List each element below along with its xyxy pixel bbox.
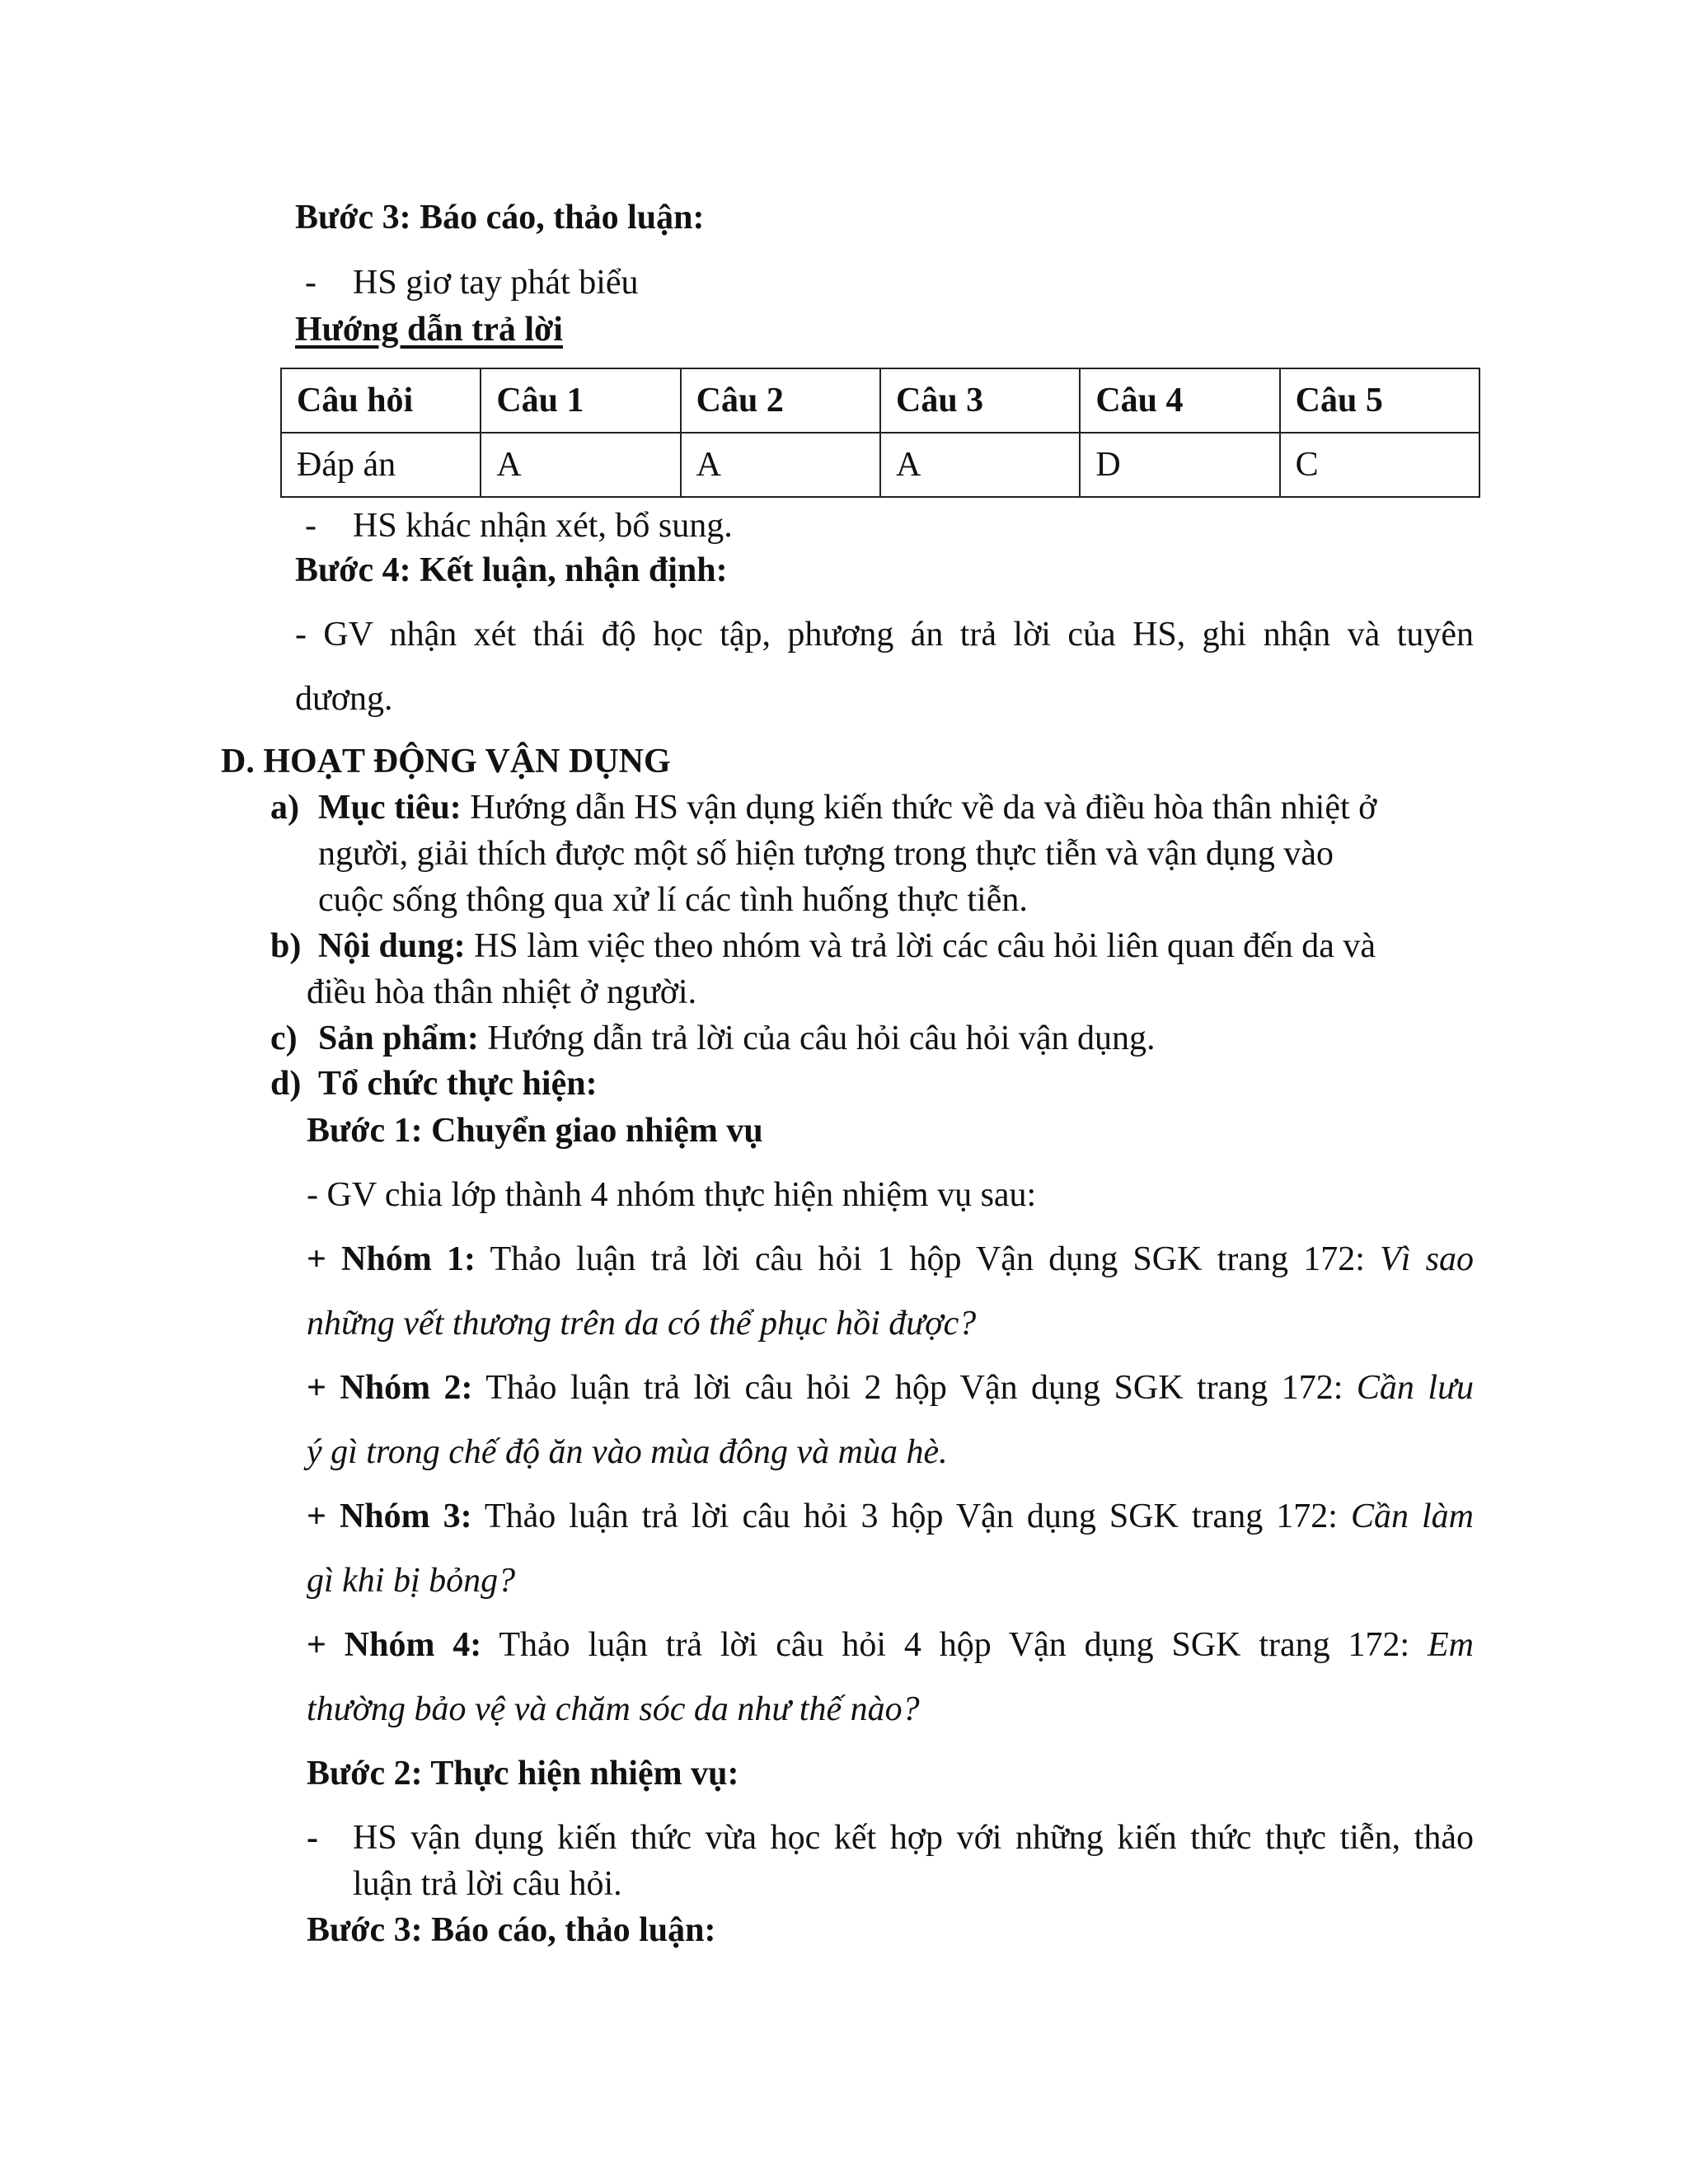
step2-text: HS vận dụng kiến thức vừa học kết hợp với những kiến thức thực tiễn, thảo xyxy=(353,1819,1474,1857)
list-marker: c) xyxy=(270,1019,298,1057)
group-3-line xyxy=(307,1497,1474,1536)
group-text: Thảo luận trả lời câu hỏi 4 hộp Vận dụng SGK trang 172: xyxy=(481,1626,1428,1664)
product-term: Sản phẩm: xyxy=(318,1019,479,1057)
bullet-dash: - xyxy=(305,264,316,302)
group-question: Em xyxy=(1427,1626,1474,1664)
step3-title: Bước 3: Báo cáo, thảo luận: xyxy=(295,199,705,237)
table-cell: A xyxy=(481,433,680,497)
table-header-row xyxy=(281,368,1479,433)
group-question-cont: thường bảo vệ và chăm sóc da như thế nào? xyxy=(307,1690,920,1728)
objective-term: Mục tiêu: xyxy=(318,789,462,827)
answer-table xyxy=(280,368,1480,498)
content-term: Nội dung: xyxy=(318,927,466,965)
group-question: Cần lưu xyxy=(1356,1369,1474,1407)
step1-intro: - GV chia lớp thành 4 nhóm thực hiện nhiệm vụ sau: xyxy=(307,1176,1037,1214)
organization-term: Tổ chức thực hiện: xyxy=(318,1065,598,1103)
bullet-text: HS giơ tay phát biểu xyxy=(353,264,639,302)
objective-line xyxy=(318,788,1376,827)
table-cell: A xyxy=(681,433,880,497)
product-text: Hướng dẫn trả lời của câu hỏi câu hỏi vận dụng. xyxy=(478,1019,1156,1057)
step4-text: - GV nhận xét thái độ học tập, phương án trả lời của HS, ghi nhận và tuyên xyxy=(295,616,1474,654)
table-cell: C xyxy=(1280,433,1479,497)
objective-text: Hướng dẫn HS vận dụng kiến thức về da và điều hòa thân nhiệt ở xyxy=(461,789,1377,827)
table-cell: Câu 4 xyxy=(1080,368,1279,433)
bullet-dash: - xyxy=(305,507,316,545)
group-4-line xyxy=(307,1625,1474,1665)
section-heading: D. HOẠT ĐỘNG VẬN DỤNG xyxy=(221,743,671,780)
objective-text-cont: cuộc sống thông qua xử lí các tình huống thực tiễn. xyxy=(318,881,1028,919)
step2-title: Bước 2: Thực hiện nhiệm vụ: xyxy=(307,1755,739,1793)
group-label: + Nhóm 4: xyxy=(307,1626,482,1664)
group-question-cont: gì khi bị bỏng? xyxy=(307,1562,516,1600)
list-marker: a) xyxy=(270,789,299,827)
list-marker: b) xyxy=(270,927,302,965)
table-cell: Câu 2 xyxy=(681,368,880,433)
group-1-line xyxy=(307,1240,1474,1279)
bullet-text: HS khác nhận xét, bổ sung. xyxy=(353,507,733,545)
table-cell: D xyxy=(1080,433,1279,497)
group-text: Thảo luận trả lời câu hỏi 2 hộp Vận dụng SGK trang 172: xyxy=(472,1369,1357,1407)
objective-text-cont: người, giải thích được một số hiện tượng trong thực tiễn và vận dụng vào xyxy=(318,835,1334,873)
group-2-line xyxy=(307,1368,1474,1408)
group-text: Thảo luận trả lời câu hỏi 1 hộp Vận dụng SGK trang 172: xyxy=(476,1240,1381,1278)
table-cell: Câu hỏi xyxy=(281,368,481,433)
product-line xyxy=(318,1019,1156,1058)
content-line xyxy=(318,926,1376,966)
step4-title: Bước 4: Kết luận, nhận định: xyxy=(295,551,728,589)
answer-heading: Hướng dẫn trả lời xyxy=(295,311,563,349)
group-question: Vì sao xyxy=(1380,1240,1474,1278)
group-label: + Nhóm 3: xyxy=(307,1497,472,1535)
table-cell: Đáp án xyxy=(281,433,481,497)
step3-title-bottom: Bước 3: Báo cáo, thảo luận: xyxy=(307,1911,716,1949)
table-cell: A xyxy=(880,433,1080,497)
group-question-cont: những vết thương trên da có thể phục hồi được? xyxy=(307,1305,977,1343)
group-label: + Nhóm 1: xyxy=(307,1240,476,1278)
step4-text-cont: dương. xyxy=(295,680,393,718)
table-cell: Câu 5 xyxy=(1280,368,1479,433)
group-question-cont: ý gì trong chế độ ăn vào mùa đông và mùa hè. xyxy=(307,1433,948,1471)
table-cell: Câu 1 xyxy=(481,368,680,433)
bullet-dash: - xyxy=(307,1819,318,1857)
list-marker: d) xyxy=(270,1065,302,1103)
group-label: + Nhóm 2: xyxy=(307,1369,473,1407)
table-row xyxy=(281,433,1479,497)
group-text: Thảo luận trả lời câu hỏi 3 hộp Vận dụng SGK trang 172: xyxy=(471,1497,1351,1535)
step1-title: Bước 1: Chuyển giao nhiệm vụ xyxy=(307,1112,763,1150)
content-text: HS làm việc theo nhóm và trả lời các câu hỏi liên quan đến da và xyxy=(465,927,1376,965)
table-cell: Câu 3 xyxy=(880,368,1080,433)
step2-text-cont: luận trả lời câu hỏi. xyxy=(353,1865,622,1903)
group-question: Cần làm xyxy=(1350,1497,1474,1535)
content-text-cont: điều hòa thân nhiệt ở người. xyxy=(307,973,697,1011)
